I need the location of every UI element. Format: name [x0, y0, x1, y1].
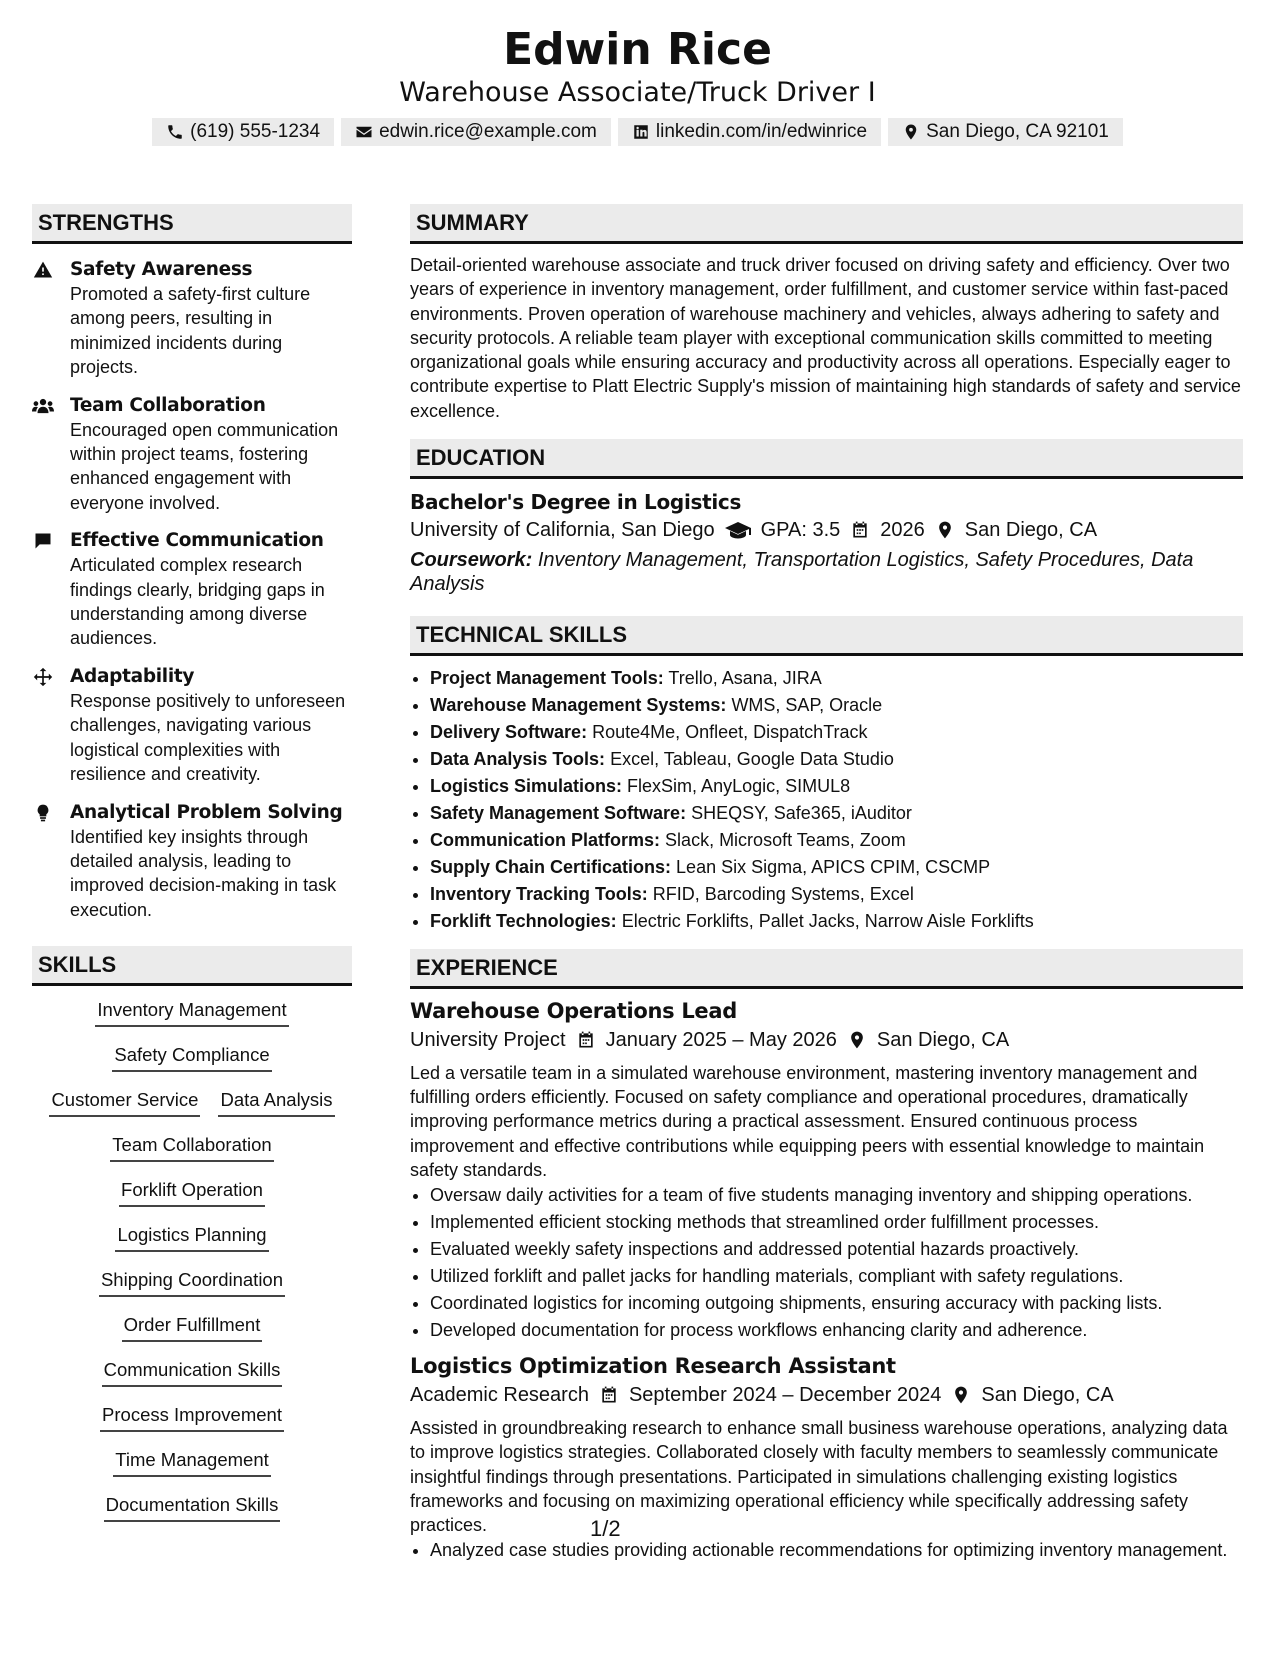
map-marker-icon [847, 1030, 867, 1050]
strength-title: Effective Communication [70, 530, 324, 552]
skill-tag: Logistics Planning [115, 1223, 268, 1252]
skill-tag: Documentation Skills [104, 1493, 281, 1522]
left-column [32, 204, 352, 1538]
tech-value: RFID, Barcoding Systems, Excel [652, 884, 914, 905]
resume-header [0, 24, 1275, 146]
tech-label: Data Analysis Tools: [430, 749, 606, 770]
coursework-list: Inventory Management, Transportation Logistics, Safety Procedures, Data Analysis [410, 549, 1194, 596]
tech-label: Supply Chain Certifications: [430, 857, 672, 878]
job-location: San Diego, CA [981, 1384, 1114, 1407]
list-item: • Analyzed case studies providing actionable recommendations for optimizing inventory management. [430, 1537, 1243, 1564]
list-item [430, 746, 1243, 773]
job-meta [410, 1025, 1243, 1055]
warning-icon [32, 260, 54, 280]
list-item [430, 800, 1243, 827]
job-org: Academic Research [410, 1384, 589, 1407]
candidate-title: Warehouse Associate/Truck Driver I [399, 77, 876, 108]
list-item [430, 773, 1243, 800]
page-number: 1/2 [590, 1516, 621, 1541]
skill-tag: Time Management [113, 1448, 271, 1477]
tech-label: Forklift Technologies: [430, 911, 617, 932]
list-item: • Evaluated weekly safety inspections and addressed potential hazards proactively. [430, 1236, 1243, 1263]
comment-icon [32, 531, 54, 551]
list-item [430, 854, 1243, 881]
tech-value: Electric Forklifts, Pallet Jacks, Narrow Aisle Forklifts [621, 911, 1034, 932]
job-description: Led a versatile team in a simulated warehouse environment, mastering inventory management and fulfilling orders efficiently. Focused on safety compliance and operational procedures, dramatically improving performance metrics during a practical assessment. Ensured continuous process improvement and effective contributions while equipping peers with essential knowledge to maintain safety standards. [410, 1063, 1205, 1180]
list-item [430, 719, 1243, 746]
technical-skills-list [410, 665, 1243, 935]
job-location: San Diego, CA [876, 1029, 1010, 1052]
strength-desc: Identified key insights through detailed analysis, leading to improved decision-making in task execution. [70, 826, 337, 920]
list-item: • Coordinated logistics for incoming outgoing shipments, ensuring accuracy with packing lists. [430, 1290, 1243, 1317]
tech-value: Trello, Asana, JIRA [668, 668, 822, 689]
school-location: San Diego, CA [964, 519, 1098, 542]
calendar-icon [850, 520, 870, 540]
coursework [410, 548, 1243, 596]
summary-text: Detail-oriented warehouse associate and truck driver focused on driving safety and efficiency. Over two years of experience in inventory management, order fulfillment, and customer service within fast-paced environments. Proven operation of warehouse machinery and vehicles, always adhering to safety and security protocols. A reliable team player with exceptional communication skills committed to meeting organizational goals while ensuring accuracy and productivity across all operations. Especially eager to contribute expertise to Platt Electric Supply's mission of maintaining high standards of safety and service excellence. [410, 255, 1241, 421]
tech-label: Inventory Tracking Tools: [430, 884, 648, 905]
technical-skills-heading: TECHNICAL SKILLS [410, 616, 1243, 656]
graduation-cap-icon [725, 520, 751, 540]
strength-desc: Response positively to unforeseen challenges, navigating various logistical complexities with resilience and creativity. [70, 690, 346, 785]
strength-title: Team Collaboration [70, 394, 266, 416]
job-title: Logistics Optimization Research Assistant [410, 1354, 896, 1379]
list-item [430, 908, 1243, 935]
map-marker-icon [951, 1385, 971, 1405]
list-item [430, 827, 1243, 854]
tech-value: Slack, Microsoft Teams, Zoom [665, 830, 906, 851]
list-item: • Utilized forklift and pallet jacks for handling materials, compliant with safety regulations. [430, 1263, 1243, 1290]
education-heading: EDUCATION [410, 439, 1243, 479]
strength-item [32, 665, 352, 787]
calendar-icon [576, 1030, 596, 1050]
tech-label: Project Management Tools: [430, 668, 664, 689]
strength-item [32, 258, 352, 380]
gpa-text: GPA: 3.5 [760, 519, 841, 542]
tech-value: WMS, SAP, Oracle [731, 695, 883, 716]
strength-item [32, 529, 352, 651]
strengths-list [32, 258, 352, 922]
tech-label: Warehouse Management Systems: [430, 695, 727, 716]
lightbulb-icon [32, 803, 54, 823]
strength-title: Safety Awareness [70, 259, 253, 280]
tech-label: Delivery Software: [430, 722, 588, 743]
contact-location [888, 118, 1123, 146]
strength-desc: Encouraged open communication within project teams, fostering enhanced engagement with everyone involved. [70, 419, 339, 513]
skill-tag: Communication Skills [102, 1358, 283, 1387]
strength-desc: Promoted a safety-first culture among peers, resulting in minimized incidents during projects. [70, 284, 311, 378]
envelope-icon [355, 123, 373, 141]
skills-list [32, 998, 352, 1538]
summary-heading: SUMMARY [410, 204, 1243, 244]
job-entry [410, 997, 1243, 1344]
skill-tag: Forklift Operation [119, 1178, 265, 1207]
skill-tag: Inventory Management [95, 998, 288, 1027]
tech-label: Communication Platforms: [430, 830, 661, 851]
contact-bar [0, 118, 1275, 146]
job-org: University Project [410, 1029, 566, 1052]
tech-value: Lean Six Sigma, APICS CPIM, CSCMP [676, 857, 991, 878]
list-item: • Implemented efficient stocking methods that streamlined order fulfillment processes. [430, 1209, 1243, 1236]
location-text: San Diego, CA 92101 [926, 121, 1109, 142]
tech-value: FlexSim, AnyLogic, SIMUL8 [627, 776, 851, 797]
strength-title: Adaptability [70, 665, 195, 687]
tech-label: Safety Management Software: [430, 803, 687, 824]
skill-tag: Order Fulfillment [122, 1313, 263, 1342]
list-item [430, 881, 1243, 908]
graduation-year: 2026 [880, 519, 925, 542]
right-column [410, 204, 1243, 1564]
coursework-label: Coursework: [410, 549, 533, 572]
tech-value: Route4Me, Onfleet, DispatchTrack [592, 722, 868, 743]
school-name: University of California, San Diego [410, 519, 715, 542]
skill-tag: Process Improvement [100, 1403, 284, 1432]
linkedin-text: linkedin.com/in/edwinrice [655, 121, 868, 142]
job-title: Warehouse Operations Lead [410, 999, 737, 1024]
tech-value: SHEQSY, Safe365, iAuditor [691, 803, 912, 824]
job-bullets [410, 1182, 1243, 1344]
linkedin-icon [632, 123, 650, 141]
job-description: Assisted in groundbreaking research to enhance small business warehouse operations, analyzing data to improve logistics strategies. Collaborated closely with faculty members to seamlessly communicate insightful findings through presentations. Participated in simulations challenging existing logistics frameworks and focusing on maximizing operational efficiency while specifically addressing safety practices. [410, 1418, 1228, 1535]
contact-linkedin[interactable] [618, 118, 881, 146]
email-text: edwin.rice@example.com [379, 121, 597, 142]
job-entry [410, 1352, 1243, 1564]
skill-tag: Data Analysis [218, 1088, 334, 1117]
experience-heading: EXPERIENCE [410, 949, 1243, 989]
strength-title: Analytical Problem Solving [70, 801, 343, 823]
strength-desc: Articulated complex research findings clearly, bridging gaps in understanding among diverse audiences. [70, 555, 325, 649]
education-meta [410, 515, 1243, 545]
tech-value: Excel, Tableau, Google Data Studio [610, 749, 894, 770]
contact-email[interactable] [341, 118, 611, 146]
job-dates: September 2024 – December 2024 [628, 1384, 942, 1407]
list-item: • Developed documentation for process workflows enhancing clarity and adherence. [430, 1317, 1243, 1344]
map-marker-icon [902, 123, 920, 141]
list-item [430, 665, 1243, 692]
list-item: • Oversaw daily activities for a team of five students managing inventory and shipping operations. [430, 1182, 1243, 1209]
strengths-heading: STRENGTHS [32, 204, 352, 244]
skill-tag: Team Collaboration [110, 1133, 273, 1162]
calendar-icon [599, 1385, 619, 1405]
phone-icon [166, 123, 184, 141]
map-marker-icon [935, 520, 955, 540]
strength-item [32, 394, 352, 516]
job-bullets [410, 1537, 1243, 1564]
contact-phone[interactable] [152, 118, 334, 146]
list-item [430, 692, 1243, 719]
job-meta [410, 1380, 1243, 1410]
skills-heading: SKILLS [32, 946, 352, 986]
skill-tag: Shipping Coordination [99, 1268, 285, 1297]
tech-label: Logistics Simulations: [430, 776, 623, 797]
phone-text: (619) 555-1234 [190, 121, 321, 142]
job-dates: January 2025 – May 2026 [605, 1029, 837, 1052]
degree-title: Bachelor's Degree in Logistics [410, 490, 742, 515]
arrows-icon [32, 667, 54, 687]
users-icon [32, 396, 54, 416]
skill-tag: Safety Compliance [112, 1043, 271, 1072]
candidate-name: Edwin Rice [503, 24, 772, 75]
skill-tag: Customer Service [49, 1088, 200, 1117]
strength-item [32, 801, 352, 923]
